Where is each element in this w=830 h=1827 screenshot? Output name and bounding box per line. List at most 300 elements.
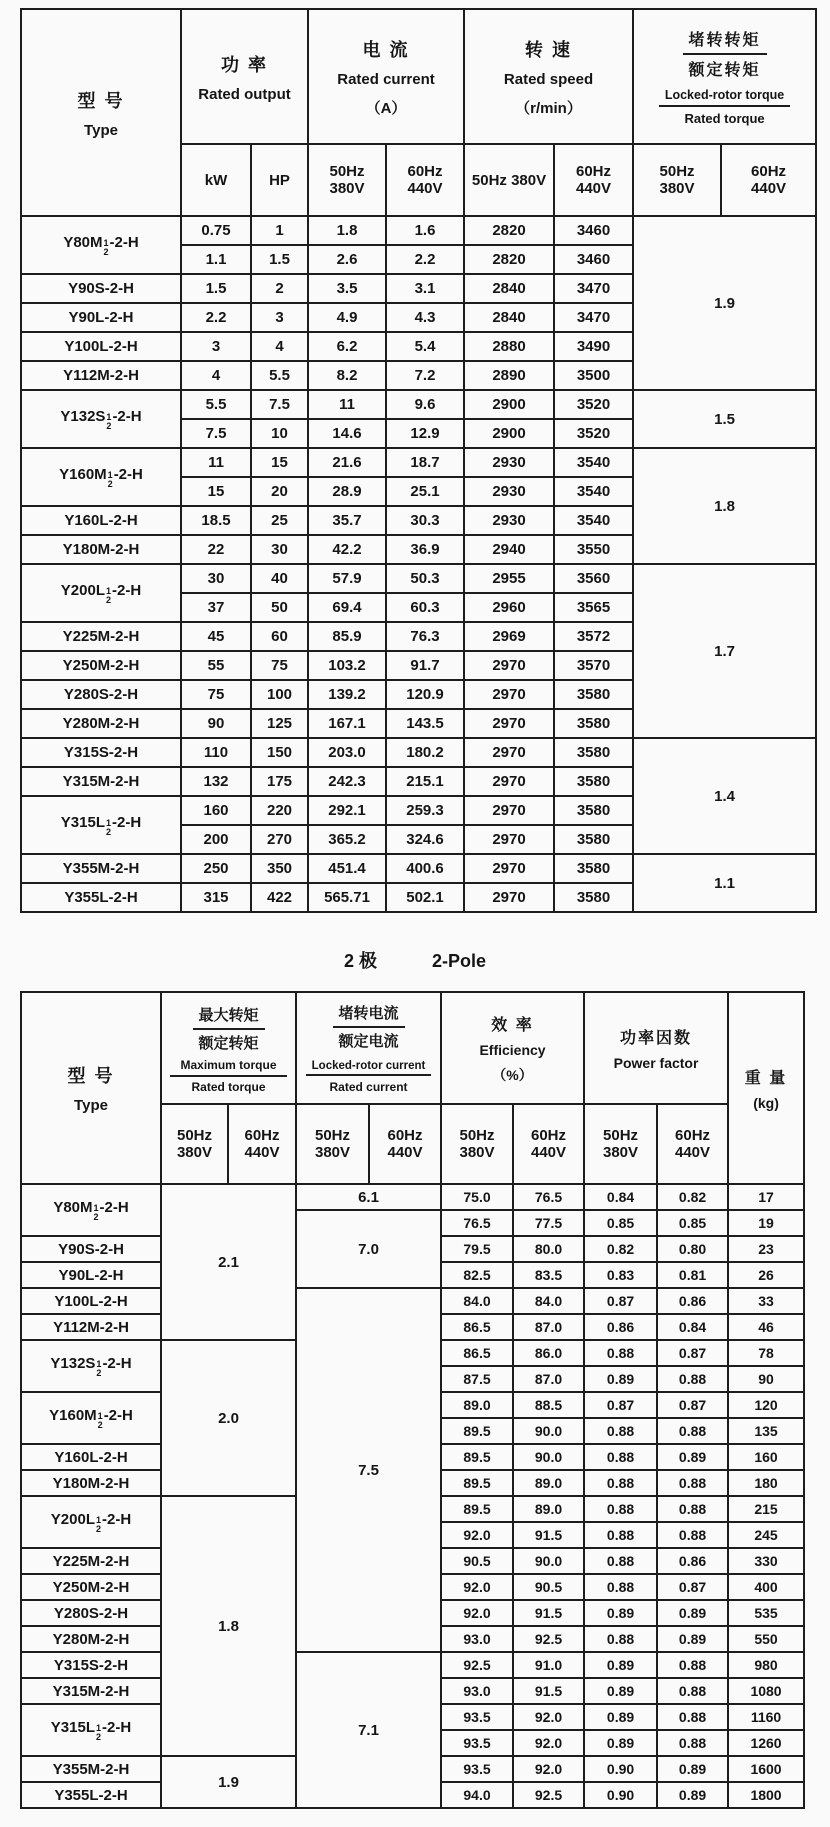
value-cell: 17 <box>728 1184 804 1210</box>
t1-sub-speed-60: 60Hz 440V <box>554 144 633 216</box>
value-cell: 3 <box>181 332 251 361</box>
value-cell: 3.1 <box>386 274 464 303</box>
value-cell: 0.88 <box>584 1496 657 1522</box>
value-cell: 3560 <box>554 564 633 593</box>
value-cell: 90.5 <box>441 1548 513 1574</box>
value-cell: 0.88 <box>584 1548 657 1574</box>
t2-header-efficiency: 效 率 Efficiency （%） <box>441 992 584 1104</box>
value-cell: 33 <box>728 1288 804 1314</box>
locked-rotor-current-ratio-cell: 7.1 <box>296 1652 441 1808</box>
value-cell: 3540 <box>554 477 633 506</box>
value-cell: 2970 <box>464 709 554 738</box>
value-cell: 0.88 <box>657 1652 728 1678</box>
value-cell: 324.6 <box>386 825 464 854</box>
value-cell: 2900 <box>464 390 554 419</box>
value-cell: 30 <box>251 535 308 564</box>
value-cell: 0.89 <box>657 1626 728 1652</box>
value-cell: 46 <box>728 1314 804 1340</box>
value-cell: 2970 <box>464 738 554 767</box>
value-cell: 0.88 <box>584 1522 657 1548</box>
model-cell: Y315S-2-H <box>21 738 181 767</box>
value-cell: 0.86 <box>584 1314 657 1340</box>
value-cell: 3520 <box>554 390 633 419</box>
value-cell: 242.3 <box>308 767 386 796</box>
value-cell: 0.88 <box>584 1626 657 1652</box>
value-cell: 0.85 <box>584 1210 657 1236</box>
value-cell: 292.1 <box>308 796 386 825</box>
value-cell: 1.1 <box>181 245 251 274</box>
value-cell: 4 <box>251 332 308 361</box>
value-cell: 0.88 <box>584 1418 657 1444</box>
model-cell: Y225M-2-H <box>21 1548 161 1574</box>
model-fraction: 1 2 <box>107 469 113 489</box>
value-cell: 1 <box>251 216 308 245</box>
value-cell: 90.5 <box>513 1574 584 1600</box>
value-cell: 92.0 <box>513 1704 584 1730</box>
value-cell: 2940 <box>464 535 554 564</box>
model-cell: Y160M 1 2 -2-H <box>21 1392 161 1444</box>
model-fraction: 1 2 <box>93 1202 99 1222</box>
value-cell: 2970 <box>464 825 554 854</box>
value-cell: 3470 <box>554 303 633 332</box>
value-cell: 3580 <box>554 854 633 883</box>
value-cell: 25 <box>251 506 308 535</box>
value-cell: 175 <box>251 767 308 796</box>
value-cell: 215 <box>728 1496 804 1522</box>
value-cell: 0.89 <box>584 1652 657 1678</box>
value-cell: 77.5 <box>513 1210 584 1236</box>
value-cell: 0.90 <box>584 1756 657 1782</box>
value-cell: 250 <box>181 854 251 883</box>
model-cell: Y355M-2-H <box>21 854 181 883</box>
value-cell: 103.2 <box>308 651 386 680</box>
model-cell: Y250M-2-H <box>21 651 181 680</box>
value-cell: 0.75 <box>181 216 251 245</box>
value-cell: 0.89 <box>584 1704 657 1730</box>
model-cell: Y160L-2-H <box>21 1444 161 1470</box>
max-torque-ratio-cell: 1.9 <box>161 1756 296 1808</box>
value-cell: 92.0 <box>441 1574 513 1600</box>
value-cell: 87.0 <box>513 1314 584 1340</box>
value-cell: 980 <box>728 1652 804 1678</box>
value-cell: 76.5 <box>441 1210 513 1236</box>
value-cell: 92.5 <box>441 1652 513 1678</box>
model-cell: Y315L 1 2 -2-H <box>21 796 181 854</box>
t1-sub-speed-50: 50Hz 380V <box>464 144 554 216</box>
model-cell: Y280S-2-H <box>21 680 181 709</box>
value-cell: 3490 <box>554 332 633 361</box>
value-cell: 110 <box>181 738 251 767</box>
ratings-table-1 <box>20 8 817 913</box>
value-cell: 92.0 <box>513 1730 584 1756</box>
value-cell: 0.88 <box>657 1418 728 1444</box>
value-cell: 0.88 <box>657 1730 728 1756</box>
t2-header-weight: 重 量 (kg) <box>728 992 804 1184</box>
value-cell: 57.9 <box>308 564 386 593</box>
value-cell: 3580 <box>554 767 633 796</box>
value-cell: 3580 <box>554 825 633 854</box>
value-cell: 0.89 <box>657 1782 728 1808</box>
value-cell: 50.3 <box>386 564 464 593</box>
model-cell: Y180M-2-H <box>21 535 181 564</box>
value-cell: 2820 <box>464 245 554 274</box>
value-cell: 7.5 <box>181 419 251 448</box>
t2-sub-eff-60: 60Hz 440V <box>513 1104 584 1184</box>
value-cell: 180.2 <box>386 738 464 767</box>
value-cell: 93.5 <box>441 1730 513 1756</box>
model-cell: Y112M-2-H <box>21 1314 161 1340</box>
value-cell: 3580 <box>554 883 633 912</box>
value-cell: 3520 <box>554 419 633 448</box>
value-cell: 14.6 <box>308 419 386 448</box>
value-cell: 1.5 <box>251 245 308 274</box>
model-cell: Y280S-2-H <box>21 1600 161 1626</box>
value-cell: 245 <box>728 1522 804 1548</box>
value-cell: 135 <box>728 1418 804 1444</box>
torque-ratio-cell: 1.1 <box>633 854 816 912</box>
model-cell: Y180M-2-H <box>21 1470 161 1496</box>
pole-caption-en: 2-Pole <box>431 951 487 971</box>
value-cell: 0.88 <box>584 1444 657 1470</box>
t2-model-cn: 型 号 <box>67 1066 115 1086</box>
table-row <box>21 738 816 767</box>
value-cell: 26 <box>728 1262 804 1288</box>
value-cell: 9.6 <box>386 390 464 419</box>
locked-rotor-current-ratio-cell: 7.5 <box>296 1288 441 1652</box>
value-cell: 0.88 <box>657 1470 728 1496</box>
value-cell: 75.0 <box>441 1184 513 1210</box>
value-cell: 2840 <box>464 274 554 303</box>
value-cell: 2955 <box>464 564 554 593</box>
value-cell: 3460 <box>554 245 633 274</box>
value-cell: 91.5 <box>513 1522 584 1548</box>
model-cell: Y80M 1 2 -2-H <box>21 1184 161 1236</box>
value-cell: 167.1 <box>308 709 386 738</box>
t1-header-speed: 转 速 Rated speed （r/min） <box>464 9 633 144</box>
value-cell: 150 <box>251 738 308 767</box>
value-cell: 92.5 <box>513 1626 584 1652</box>
locked-rotor-current-ratio-cell: 6.1 <box>296 1184 441 1210</box>
t1-sub-torque-50: 50Hz 380V <box>633 144 721 216</box>
value-cell: 3550 <box>554 535 633 564</box>
value-cell: 0.87 <box>657 1392 728 1418</box>
value-cell: 0.89 <box>584 1366 657 1392</box>
table-row <box>21 564 816 593</box>
model-cell: Y315L 1 2 -2-H <box>21 1704 161 1756</box>
value-cell: 2890 <box>464 361 554 390</box>
t2-model-en: Type <box>74 1097 108 1114</box>
t1-sub-current-50: 50Hz 380V <box>308 144 386 216</box>
value-cell: 0.87 <box>584 1288 657 1314</box>
model-cell: Y90S-2-H <box>21 274 181 303</box>
value-cell: 0.87 <box>657 1340 728 1366</box>
value-cell: 21.6 <box>308 448 386 477</box>
model-cell: Y160L-2-H <box>21 506 181 535</box>
value-cell: 89.5 <box>441 1496 513 1522</box>
value-cell: 180 <box>728 1470 804 1496</box>
value-cell: 76.5 <box>513 1184 584 1210</box>
value-cell: 2.2 <box>181 303 251 332</box>
model-fraction: 1 2 <box>96 1514 102 1534</box>
value-cell: 3470 <box>554 274 633 303</box>
model-cell: Y315S-2-H <box>21 1652 161 1678</box>
t1-sub-current-60: 60Hz 440V <box>386 144 464 216</box>
value-cell: 0.88 <box>584 1574 657 1600</box>
value-cell: 2970 <box>464 651 554 680</box>
t1-model-en: Type <box>84 121 118 139</box>
value-cell: 2930 <box>464 506 554 535</box>
value-cell: 89.5 <box>441 1418 513 1444</box>
value-cell: 86.0 <box>513 1340 584 1366</box>
value-cell: 37 <box>181 593 251 622</box>
value-cell: 0.81 <box>657 1262 728 1288</box>
value-cell: 69.4 <box>308 593 386 622</box>
value-cell: 2970 <box>464 883 554 912</box>
value-cell: 89.5 <box>441 1444 513 1470</box>
value-cell: 120.9 <box>386 680 464 709</box>
value-cell: 100 <box>251 680 308 709</box>
t2-sub-torque-60: 60Hz 440V <box>228 1104 296 1184</box>
model-fraction: 1 2 <box>106 585 112 605</box>
value-cell: 120 <box>728 1392 804 1418</box>
value-cell: 451.4 <box>308 854 386 883</box>
value-cell: 93.5 <box>441 1704 513 1730</box>
value-cell: 35.7 <box>308 506 386 535</box>
value-cell: 3580 <box>554 680 633 709</box>
model-cell: Y315M-2-H <box>21 767 181 796</box>
value-cell: 75 <box>251 651 308 680</box>
value-cell: 0.89 <box>584 1678 657 1704</box>
table-row <box>21 854 816 883</box>
value-cell: 160 <box>181 796 251 825</box>
value-cell: 50 <box>251 593 308 622</box>
value-cell: 88.5 <box>513 1392 584 1418</box>
value-cell: 0.88 <box>657 1678 728 1704</box>
value-cell: 143.5 <box>386 709 464 738</box>
value-cell: 203.0 <box>308 738 386 767</box>
t1-header-torque-ratio: 堵转转矩 额定转矩 Locked-rotor torque Rated torque <box>633 9 816 144</box>
model-cell: Y200L 1 2 -2-H <box>21 564 181 622</box>
value-cell: 0.88 <box>657 1366 728 1392</box>
value-cell: 0.87 <box>584 1392 657 1418</box>
t2-sub-pf-50: 50Hz 380V <box>584 1104 657 1184</box>
model-cell: Y160M 1 2 -2-H <box>21 448 181 506</box>
value-cell: 3572 <box>554 622 633 651</box>
value-cell: 90 <box>181 709 251 738</box>
value-cell: 0.85 <box>657 1210 728 1236</box>
value-cell: 3580 <box>554 709 633 738</box>
t2-sub-pf-60: 60Hz 440V <box>657 1104 728 1184</box>
value-cell: 0.84 <box>657 1314 728 1340</box>
value-cell: 85.9 <box>308 622 386 651</box>
model-cell: Y80M 1 2 -2-H <box>21 216 181 274</box>
value-cell: 84.0 <box>513 1288 584 1314</box>
value-cell: 215.1 <box>386 767 464 796</box>
torque-ratio-cell: 1.5 <box>633 390 816 448</box>
table-row <box>21 1184 804 1210</box>
t2-header-lr-current-ratio: 堵转电流 额定电流 Locked-rotor current Rated current <box>296 992 441 1104</box>
model-cell: Y132S 1 2 -2-H <box>21 390 181 448</box>
model-fraction: 1 2 <box>96 1722 102 1742</box>
value-cell: 350 <box>251 854 308 883</box>
value-cell: 0.88 <box>657 1522 728 1548</box>
value-cell: 89.0 <box>441 1392 513 1418</box>
value-cell: 30 <box>181 564 251 593</box>
value-cell: 92.5 <box>513 1782 584 1808</box>
value-cell: 4.9 <box>308 303 386 332</box>
value-cell: 91.5 <box>513 1678 584 1704</box>
pole-caption <box>0 947 830 973</box>
model-cell: Y315M-2-H <box>21 1678 161 1704</box>
value-cell: 1.5 <box>181 274 251 303</box>
value-cell: 0.89 <box>657 1444 728 1470</box>
value-cell: 2970 <box>464 680 554 709</box>
value-cell: 28.9 <box>308 477 386 506</box>
torque-ratio-cell: 1.7 <box>633 564 816 738</box>
value-cell: 2900 <box>464 419 554 448</box>
value-cell: 5.5 <box>251 361 308 390</box>
value-cell: 0.90 <box>584 1782 657 1808</box>
value-cell: 3 <box>251 303 308 332</box>
value-cell: 92.0 <box>441 1522 513 1548</box>
model-fraction: 1 2 <box>106 411 112 431</box>
pole-caption-cn: 2 极 <box>343 951 377 971</box>
value-cell: 259.3 <box>386 796 464 825</box>
value-cell: 86.5 <box>441 1314 513 1340</box>
table-row <box>21 1652 804 1678</box>
value-cell: 400 <box>728 1574 804 1600</box>
torque-ratio-cell: 1.9 <box>633 216 816 390</box>
value-cell: 0.86 <box>657 1288 728 1314</box>
value-cell: 0.88 <box>657 1496 728 1522</box>
model-cell: Y355L-2-H <box>21 1782 161 1808</box>
value-cell: 30.3 <box>386 506 464 535</box>
model-cell: Y355M-2-H <box>21 1756 161 1782</box>
value-cell: 5.4 <box>386 332 464 361</box>
value-cell: 45 <box>181 622 251 651</box>
value-cell: 40 <box>251 564 308 593</box>
value-cell: 22 <box>181 535 251 564</box>
value-cell: 78 <box>728 1340 804 1366</box>
value-cell: 270 <box>251 825 308 854</box>
value-cell: 2930 <box>464 477 554 506</box>
value-cell: 7.5 <box>251 390 308 419</box>
model-cell: Y100L-2-H <box>21 332 181 361</box>
max-torque-ratio-cell: 2.1 <box>161 1184 296 1340</box>
torque-ratio-cell: 1.8 <box>633 448 816 564</box>
value-cell: 7.2 <box>386 361 464 390</box>
value-cell: 2880 <box>464 332 554 361</box>
model-cell: Y90S-2-H <box>21 1236 161 1262</box>
value-cell: 535 <box>728 1600 804 1626</box>
value-cell: 93.0 <box>441 1626 513 1652</box>
model-cell: Y225M-2-H <box>21 622 181 651</box>
value-cell: 0.89 <box>657 1600 728 1626</box>
value-cell: 132 <box>181 767 251 796</box>
value-cell: 12.9 <box>386 419 464 448</box>
value-cell: 11 <box>181 448 251 477</box>
value-cell: 90.0 <box>513 1548 584 1574</box>
t2-sub-current-60: 60Hz 440V <box>369 1104 441 1184</box>
value-cell: 55 <box>181 651 251 680</box>
torque-ratio-cell: 1.4 <box>633 738 816 854</box>
value-cell: 422 <box>251 883 308 912</box>
model-fraction: 1 2 <box>97 1410 103 1430</box>
value-cell: 23 <box>728 1236 804 1262</box>
value-cell: 90.0 <box>513 1444 584 1470</box>
value-cell: 0.83 <box>584 1262 657 1288</box>
value-cell: 0.80 <box>657 1236 728 1262</box>
value-cell: 125 <box>251 709 308 738</box>
table-row <box>21 448 816 477</box>
value-cell: 42.2 <box>308 535 386 564</box>
model-fraction: 1 2 <box>96 1358 102 1378</box>
value-cell: 87.0 <box>513 1366 584 1392</box>
value-cell: 1.8 <box>308 216 386 245</box>
value-cell: 0.84 <box>584 1184 657 1210</box>
value-cell: 3.5 <box>308 274 386 303</box>
value-cell: 89.0 <box>513 1496 584 1522</box>
t1-sub-torque-60: 60Hz 440V <box>721 144 816 216</box>
value-cell: 36.9 <box>386 535 464 564</box>
value-cell: 4.3 <box>386 303 464 332</box>
value-cell: 565.71 <box>308 883 386 912</box>
value-cell: 160 <box>728 1444 804 1470</box>
t2-sub-eff-50: 50Hz 380V <box>441 1104 513 1184</box>
value-cell: 93.5 <box>441 1756 513 1782</box>
value-cell: 3580 <box>554 796 633 825</box>
value-cell: 2820 <box>464 216 554 245</box>
value-cell: 75 <box>181 680 251 709</box>
t2-header-model <box>21 992 161 1184</box>
table-row <box>21 1288 804 1314</box>
value-cell: 18.7 <box>386 448 464 477</box>
value-cell: 10 <box>251 419 308 448</box>
value-cell: 2970 <box>464 796 554 825</box>
max-torque-ratio-cell: 2.0 <box>161 1340 296 1496</box>
value-cell: 76.3 <box>386 622 464 651</box>
value-cell: 2.6 <box>308 245 386 274</box>
value-cell: 502.1 <box>386 883 464 912</box>
value-cell: 3565 <box>554 593 633 622</box>
value-cell: 0.89 <box>584 1600 657 1626</box>
value-cell: 1600 <box>728 1756 804 1782</box>
value-cell: 0.88 <box>584 1470 657 1496</box>
t2-header-maxtorque-ratio: 最大转矩 额定转矩 Maximum torque Rated torque <box>161 992 296 1104</box>
value-cell: 2969 <box>464 622 554 651</box>
value-cell: 400.6 <box>386 854 464 883</box>
t1-header-current: 电 流 Rated current （A） <box>308 9 464 144</box>
model-cell: Y112M-2-H <box>21 361 181 390</box>
value-cell: 220 <box>251 796 308 825</box>
value-cell: 0.87 <box>657 1574 728 1600</box>
value-cell: 200 <box>181 825 251 854</box>
value-cell: 3570 <box>554 651 633 680</box>
value-cell: 15 <box>251 448 308 477</box>
value-cell: 8.2 <box>308 361 386 390</box>
value-cell: 86.5 <box>441 1340 513 1366</box>
value-cell: 93.0 <box>441 1678 513 1704</box>
model-cell: Y250M-2-H <box>21 1574 161 1600</box>
value-cell: 3540 <box>554 448 633 477</box>
value-cell: 4 <box>181 361 251 390</box>
value-cell: 3580 <box>554 738 633 767</box>
model-cell: Y90L-2-H <box>21 303 181 332</box>
model-cell: Y280M-2-H <box>21 1626 161 1652</box>
model-fraction: 1 2 <box>103 237 109 257</box>
value-cell: 1.6 <box>386 216 464 245</box>
value-cell: 1160 <box>728 1704 804 1730</box>
